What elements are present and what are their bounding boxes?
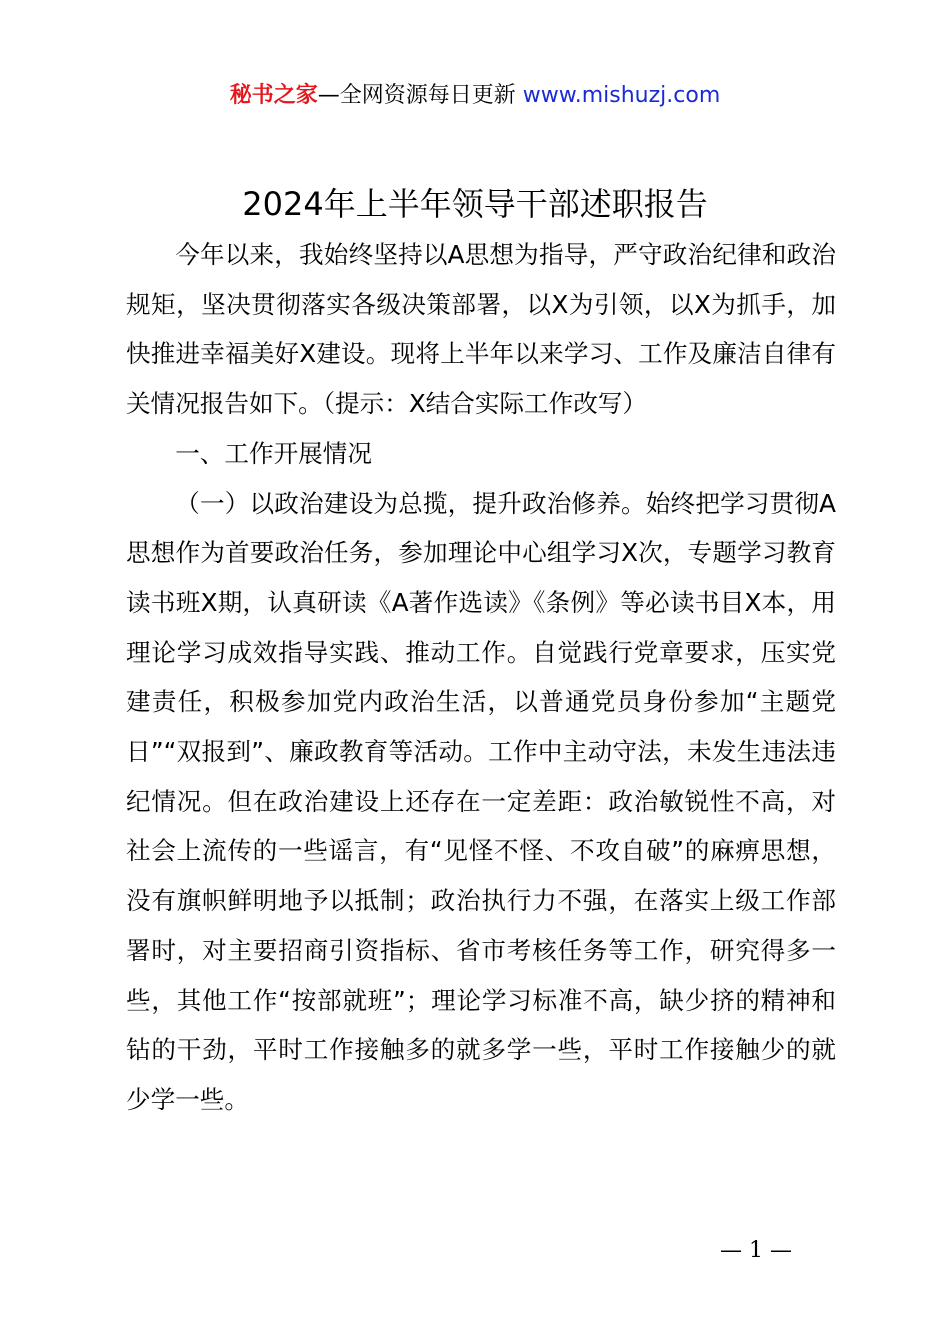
section-heading: 一、工作开展情况 [175,438,372,468]
site-header [0,80,950,112]
page-number: — 1 — [720,1238,792,1263]
document-body [126,230,836,1125]
intro-paragraph: 今年以来，我始终坚持以A思想为指导，严守政治纪律和政治规矩，坚决贯彻落实各级决策部署，以X为引领，以X为抓手，加快推进幸福美好X建设。现将上半年以来学习、工作及廉洁自律有关情况报告如下。（提示：X结合实际工作改写） [126,240,836,419]
header-slogan: —全网资源每日更新 [317,83,516,108]
body-paragraph: （一）以政治建设为总揽，提升政治修养。始终把学习贯彻A思想作为首要政治任务，参加理论中心组学习X次，专题学习教育读书班X期，认真研读《A著作选读》《条例》等必读书目X本，用理论学习成效指导实践、推动工作。自觉践行党章要求，压实党建责任，积极参加党内政治生活，以普通党员身份参加“主题党日”“双报到”、廉政教育等活动。工作中主动守法，未发生违法违纪情况。但在政治建设上还存在一定差距：政治敏锐性不高，对社会上流传的一些谣言，有“见怪不怪、不攻自破”的麻痹思想，没有旗帜鲜明地予以抵制；政治执行力不强，在落实上级工作部署时，对主要招商引资指标、省市考核任务等工作，研究得多一些，其他工作“按部就班”；理论学习标准不高，缺少挤的精神和钻的干劲，平时工作接触多的就多学一些，平时工作接触少的就少学一些。 [126,488,836,1114]
site-url-link[interactable]: www.mishuzj.com [522,83,721,108]
brand-name: 秘书之家 [229,83,318,108]
document-title: 2024年上半年领导干部述职报告 [242,185,708,223]
